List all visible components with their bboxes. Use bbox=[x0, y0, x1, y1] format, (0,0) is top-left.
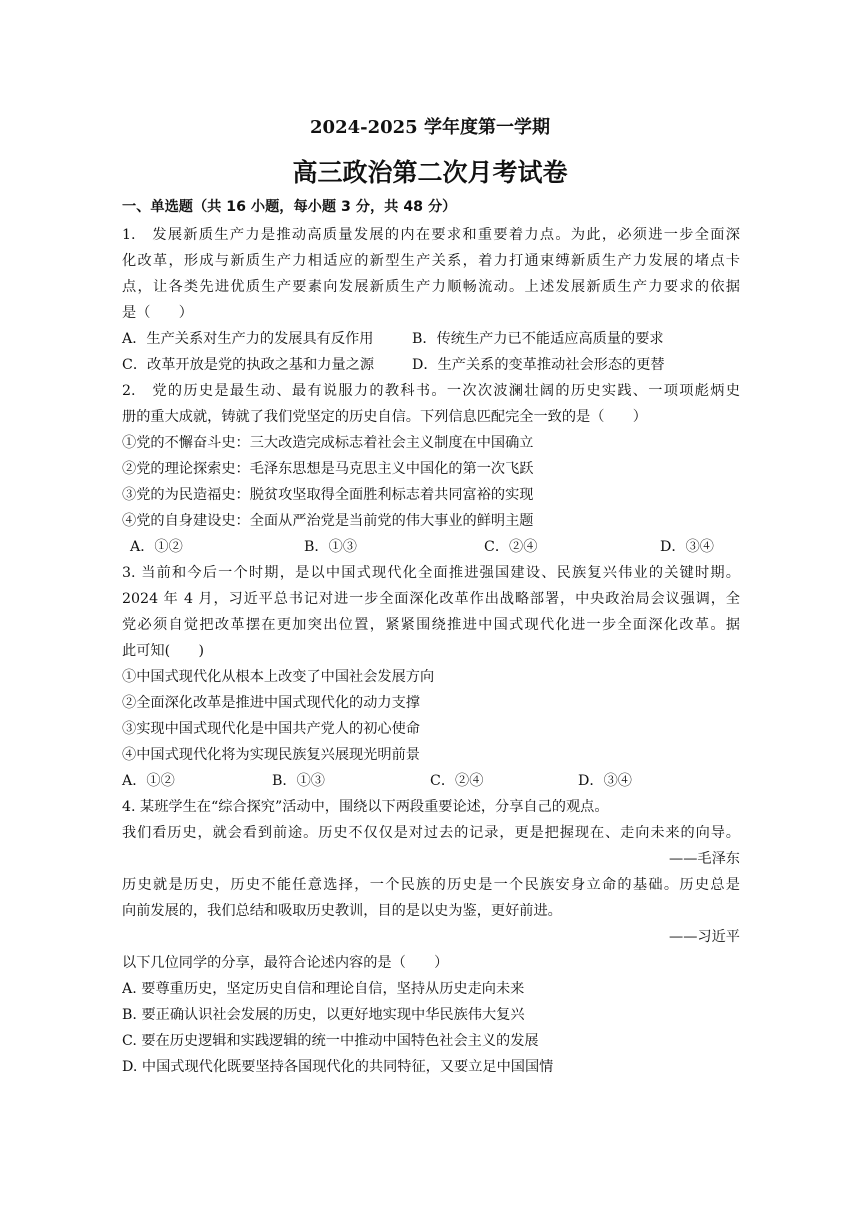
q1-line-4: 是（ ） bbox=[122, 305, 193, 321]
q2-option-d: D．③④ bbox=[660, 539, 714, 555]
q2-item-3: ③党的为民造福史：脱贫攻坚取得全面胜利标志着共同富裕的实现 bbox=[122, 487, 534, 503]
q4-quote-2-line-1: 历史就是历史，历史不能任意选择，一个民族的历史是一个民族安身立命的基础。历史总是 bbox=[122, 877, 740, 893]
q4-option-d: D. 中国式现代化既要坚持各国现代化的共同特征，又要立足中国国情 bbox=[122, 1059, 554, 1075]
q2-option-b: B．①③ bbox=[304, 539, 357, 555]
q1-line-2: 化改革，形成与新质生产力相适应的新型生产关系，着力打通束缚新质生产力发展的堵点卡 bbox=[122, 253, 740, 269]
q4-option-a: A. 要尊重历史，坚定历史自信和理论自信，坚持从历史走向未来 bbox=[122, 981, 525, 997]
q2-line-1: 2. 党的历史是最生动、最有说服力的教科书。一次次波澜壮阔的历史实践、一项项彪炳史 bbox=[122, 383, 740, 399]
q1-option-c: C．改革开放是党的执政之基和力量之源 bbox=[122, 357, 375, 373]
q3-option-c: C．②④ bbox=[430, 773, 484, 789]
q1-options-row-2 bbox=[122, 355, 740, 375]
q4-quote-1-author: ——毛泽东 bbox=[669, 851, 740, 867]
q3-item-4: ④中国式现代化将为实现民族复兴展现光明前景 bbox=[122, 747, 420, 763]
q3-option-b: B．①③ bbox=[272, 773, 325, 789]
q4-question: 以下几位同学的分享，最符合论述内容的是（ ） bbox=[122, 955, 449, 971]
q3-line-3: 党必须自觉把改革摆在更加突出位置，紧紧围绕推进中国式现代化进一步全面深化改革。据 bbox=[122, 617, 740, 633]
q3-line-1: 3. 当前和今后一个时期，是以中国式现代化全面推进强国建设、民族复兴伟业的关键时期。 bbox=[122, 565, 740, 581]
section-heading: 一、单选题（共 16 小题，每小题 3 分，共 48 分） bbox=[122, 199, 457, 215]
q3-item-1: ①中国式现代化从根本上改变了中国社会发展方向 bbox=[122, 669, 435, 685]
q1-option-d: D．生产关系的变革推动社会形态的更替 bbox=[412, 357, 665, 373]
q1-line-1: 1. 发展新质生产力是推动高质量发展的内在要求和重要着力点。为此，必须进一步全面深 bbox=[122, 227, 740, 243]
q4-quote-1: 我们看历史，就会看到前途。历史不仅仅是对过去的记录，更是把握现在、走向未来的向导。 bbox=[122, 825, 740, 841]
q1-option-a: A．生产关系对生产力的发展具有反作用 bbox=[122, 331, 374, 347]
q2-options-row bbox=[122, 537, 740, 557]
q2-item-2: ②党的理论探索史：毛泽东思想是马克思主义中国化的第一次飞跃 bbox=[122, 461, 534, 477]
q4-quote-2-author: ——习近平 bbox=[669, 929, 740, 945]
q4-option-b: B. 要正确认识社会发展的历史，以更好地实现中华民族伟大复兴 bbox=[122, 1007, 525, 1023]
q3-item-2: ②全面深化改革是推进中国式现代化的动力支撑 bbox=[122, 695, 420, 711]
q1-options-row-1 bbox=[122, 329, 740, 349]
q4-quote-2-line-2: 向前发展的，我们总结和吸取历史教训，目的是以史为鉴，更好前进。 bbox=[122, 903, 562, 919]
q3-option-d: D．③④ bbox=[578, 773, 632, 789]
q3-options-row bbox=[122, 771, 740, 791]
q3-option-a: A．①② bbox=[122, 773, 175, 789]
q2-option-c: C．②④ bbox=[484, 539, 538, 555]
exam-title: 高三政治第二次月考试卷 bbox=[292, 158, 568, 187]
q2-item-4: ④党的自身建设史：全面从严治党是当前党的伟大事业的鲜明主题 bbox=[122, 513, 534, 529]
q4-intro: 4. 某班学生在“综合探究”活动中，围绕以下两段重要论述，分享自己的观点。 bbox=[122, 799, 609, 815]
q2-option-a: A．①② bbox=[130, 539, 183, 555]
q3-line-2: 2024 年 4 月，习近平总书记对进一步全面深化改革作出战略部署，中央政治局会议强调，全 bbox=[122, 591, 740, 607]
q3-item-3: ③实现中国式现代化是中国共产党人的初心使命 bbox=[122, 721, 420, 737]
q1-line-3: 点，让各类先进优质生产要素向发展新质生产力顺畅流动。上述发展新质生产力要求的依据 bbox=[122, 279, 740, 295]
school-year-term: 2024-2025 学年度第一学期 bbox=[310, 117, 550, 138]
q1-option-b: B．传统生产力已不能适应高质量的要求 bbox=[412, 331, 664, 347]
q2-line-2: 册的重大成就，铸就了我们党坚定的历史自信。下列信息匹配完全一致的是（ ） bbox=[122, 409, 647, 425]
q2-item-1: ①党的不懈奋斗史：三大改造完成标志着社会主义制度在中国确立 bbox=[122, 435, 534, 451]
q3-line-4: 此可知( ) bbox=[122, 643, 205, 659]
q4-option-c: C. 要在历史逻辑和实践逻辑的统一中推动中国特色社会主义的发展 bbox=[122, 1033, 539, 1049]
